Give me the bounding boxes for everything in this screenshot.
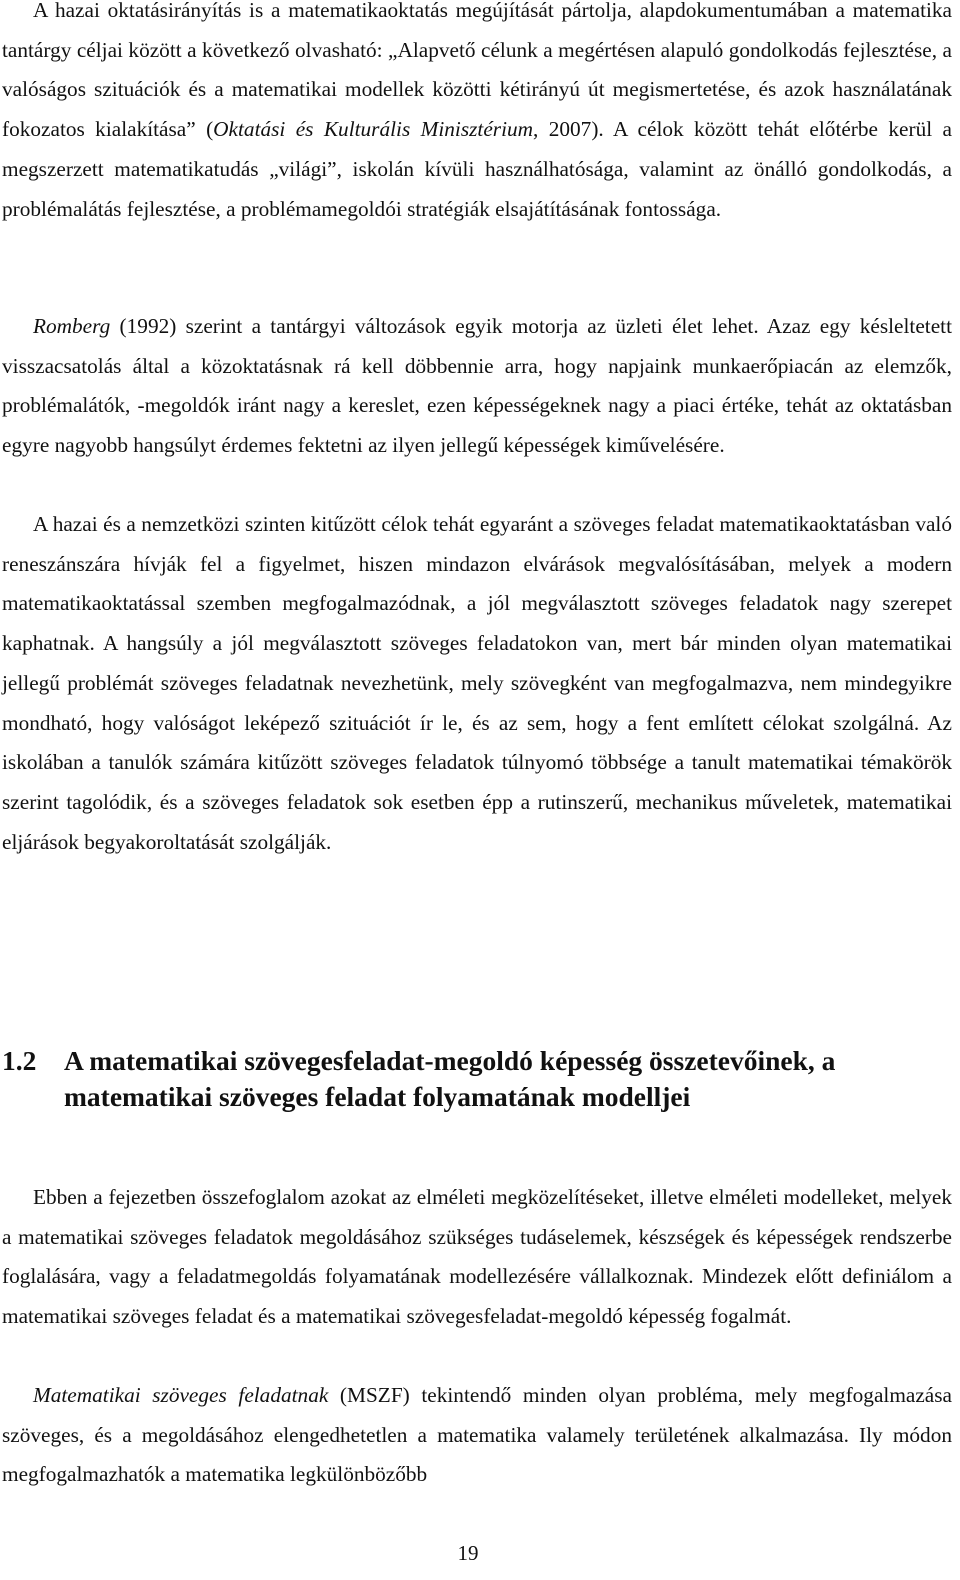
paragraph-3-text: A hazai és a nemzetközi szinten kitűzött célok tehát egyaránt a szöveges feladat matematikaoktatásban való reneszánszára hívják fel a figyelmet, hiszen mindazon elvárások megvalósításában, melyek a modern matematikaoktatással szemben megfogalmazódnak, a jól megválasztott szöveges feladatok nagy szerepet kaphatnak. A hangsúly a jól megválasztott szöveges feladatokon van, mert bár minden olyan matematikai jellegű problémát szöveges feladatnak nevezhetünk, mely szövegként van megfogalmazva, nem mindegyikre mondható, hogy valóságot leképező szituációt ír le, és az sem, hogy a fent említett célokat szolgálná. Az iskolában a tanulók számára kitűzött szöveges feladatok túlnyomó többsége a tanult matematikai témakörök szerint tagolódik, és a szöveges feladatok sok esetben épp a rutinszerű, mechanikus műveletek, matematikai eljárások begyakoroltatását szolgálják. bbox=[2, 512, 952, 854]
paragraph-2 bbox=[2, 307, 952, 466]
paragraph-1 bbox=[2, 0, 952, 229]
section-number: 1.2 bbox=[2, 1045, 37, 1076]
paragraph-3 bbox=[2, 505, 952, 862]
page-number: 19 bbox=[457, 1541, 479, 1565]
paragraph-1-text-c: , 2007). A célok között tehát előtérbe kerül a megszerzett matematikatudás „világi”, iskolán kívüli használhatósága, valamint az önálló gondolkodás, a problémalátás fejlesztése, a problémamegoldói stratégiák elsajátításának fontossága. bbox=[2, 117, 952, 221]
section-title: A matematikai szövegesfeladat-megoldó képesség összetevőinek, a matematikai szöveges feladat folyamatának modelljei bbox=[64, 1045, 836, 1112]
section-heading bbox=[2, 1043, 952, 1115]
paragraph-4-text: Ebben a fejezetben összefoglalom azokat az elméleti megközelítéseket, illetve elméleti modelleket, melyek a matematikai szöveges feladatok megoldásához szükséges tudáselemek, készségek és képességek rendszerbe foglalására, vagy a feladatmegoldás folyamatának modellezésére vállalkoznak. Mindezek előtt definiálom a matematikai szöveges feladat és a matematikai szövegesfeladat-megoldó képesség fogalmát. bbox=[2, 1185, 952, 1329]
paragraph-1-text-a: A hazai oktatásirányítás is a matematikaoktatás megújítását pártolja, alapdokumentumában a matematika tantárgy céljai között a következő olvasható: „Alapvető célunk a megértésen alapuló gondolkodás fejlesztése, a valóságos szituációk és a matematikai modellek közötti kétirányú út megismertetése, és azok használatának fokozatos kialakítása” ( bbox=[2, 0, 952, 142]
paragraph-5 bbox=[2, 1376, 952, 1495]
paragraph-1-citation: Oktatási és Kulturális Minisztérium bbox=[213, 117, 534, 142]
paragraph-4 bbox=[2, 1178, 952, 1337]
paragraph-2-author: Romberg bbox=[33, 314, 111, 338]
paragraph-2-text: (1992) szerint a tantárgyi változások egyik motorja az üzleti élet lehet. Azaz egy késleltetett visszacsatolás által a közoktatásnak rá kell döbbennie arra, hogy napjaink munkaerőpiacán az elemzők, problémalátók, -megoldók iránt nagy a kereslet, ezen képességeknek nagy a piaci értéke, tehát az oktatásban egyre nagyobb hangsúlyt érdemes fektetni az ilyen jellegű képességek kiművelésére. bbox=[2, 314, 952, 458]
paragraph-5-term: Matematikai szöveges feladatnak bbox=[33, 1383, 329, 1407]
paragraph-5-text: (MSZF) tekintendő minden olyan probléma, mely megfogalmazása szöveges, és a megoldásához elengedhetetlen a matematika valamely területének alkalmazása. Ily módon megfogalmazhatók a matematika legkülönbözőbb bbox=[2, 1383, 952, 1487]
